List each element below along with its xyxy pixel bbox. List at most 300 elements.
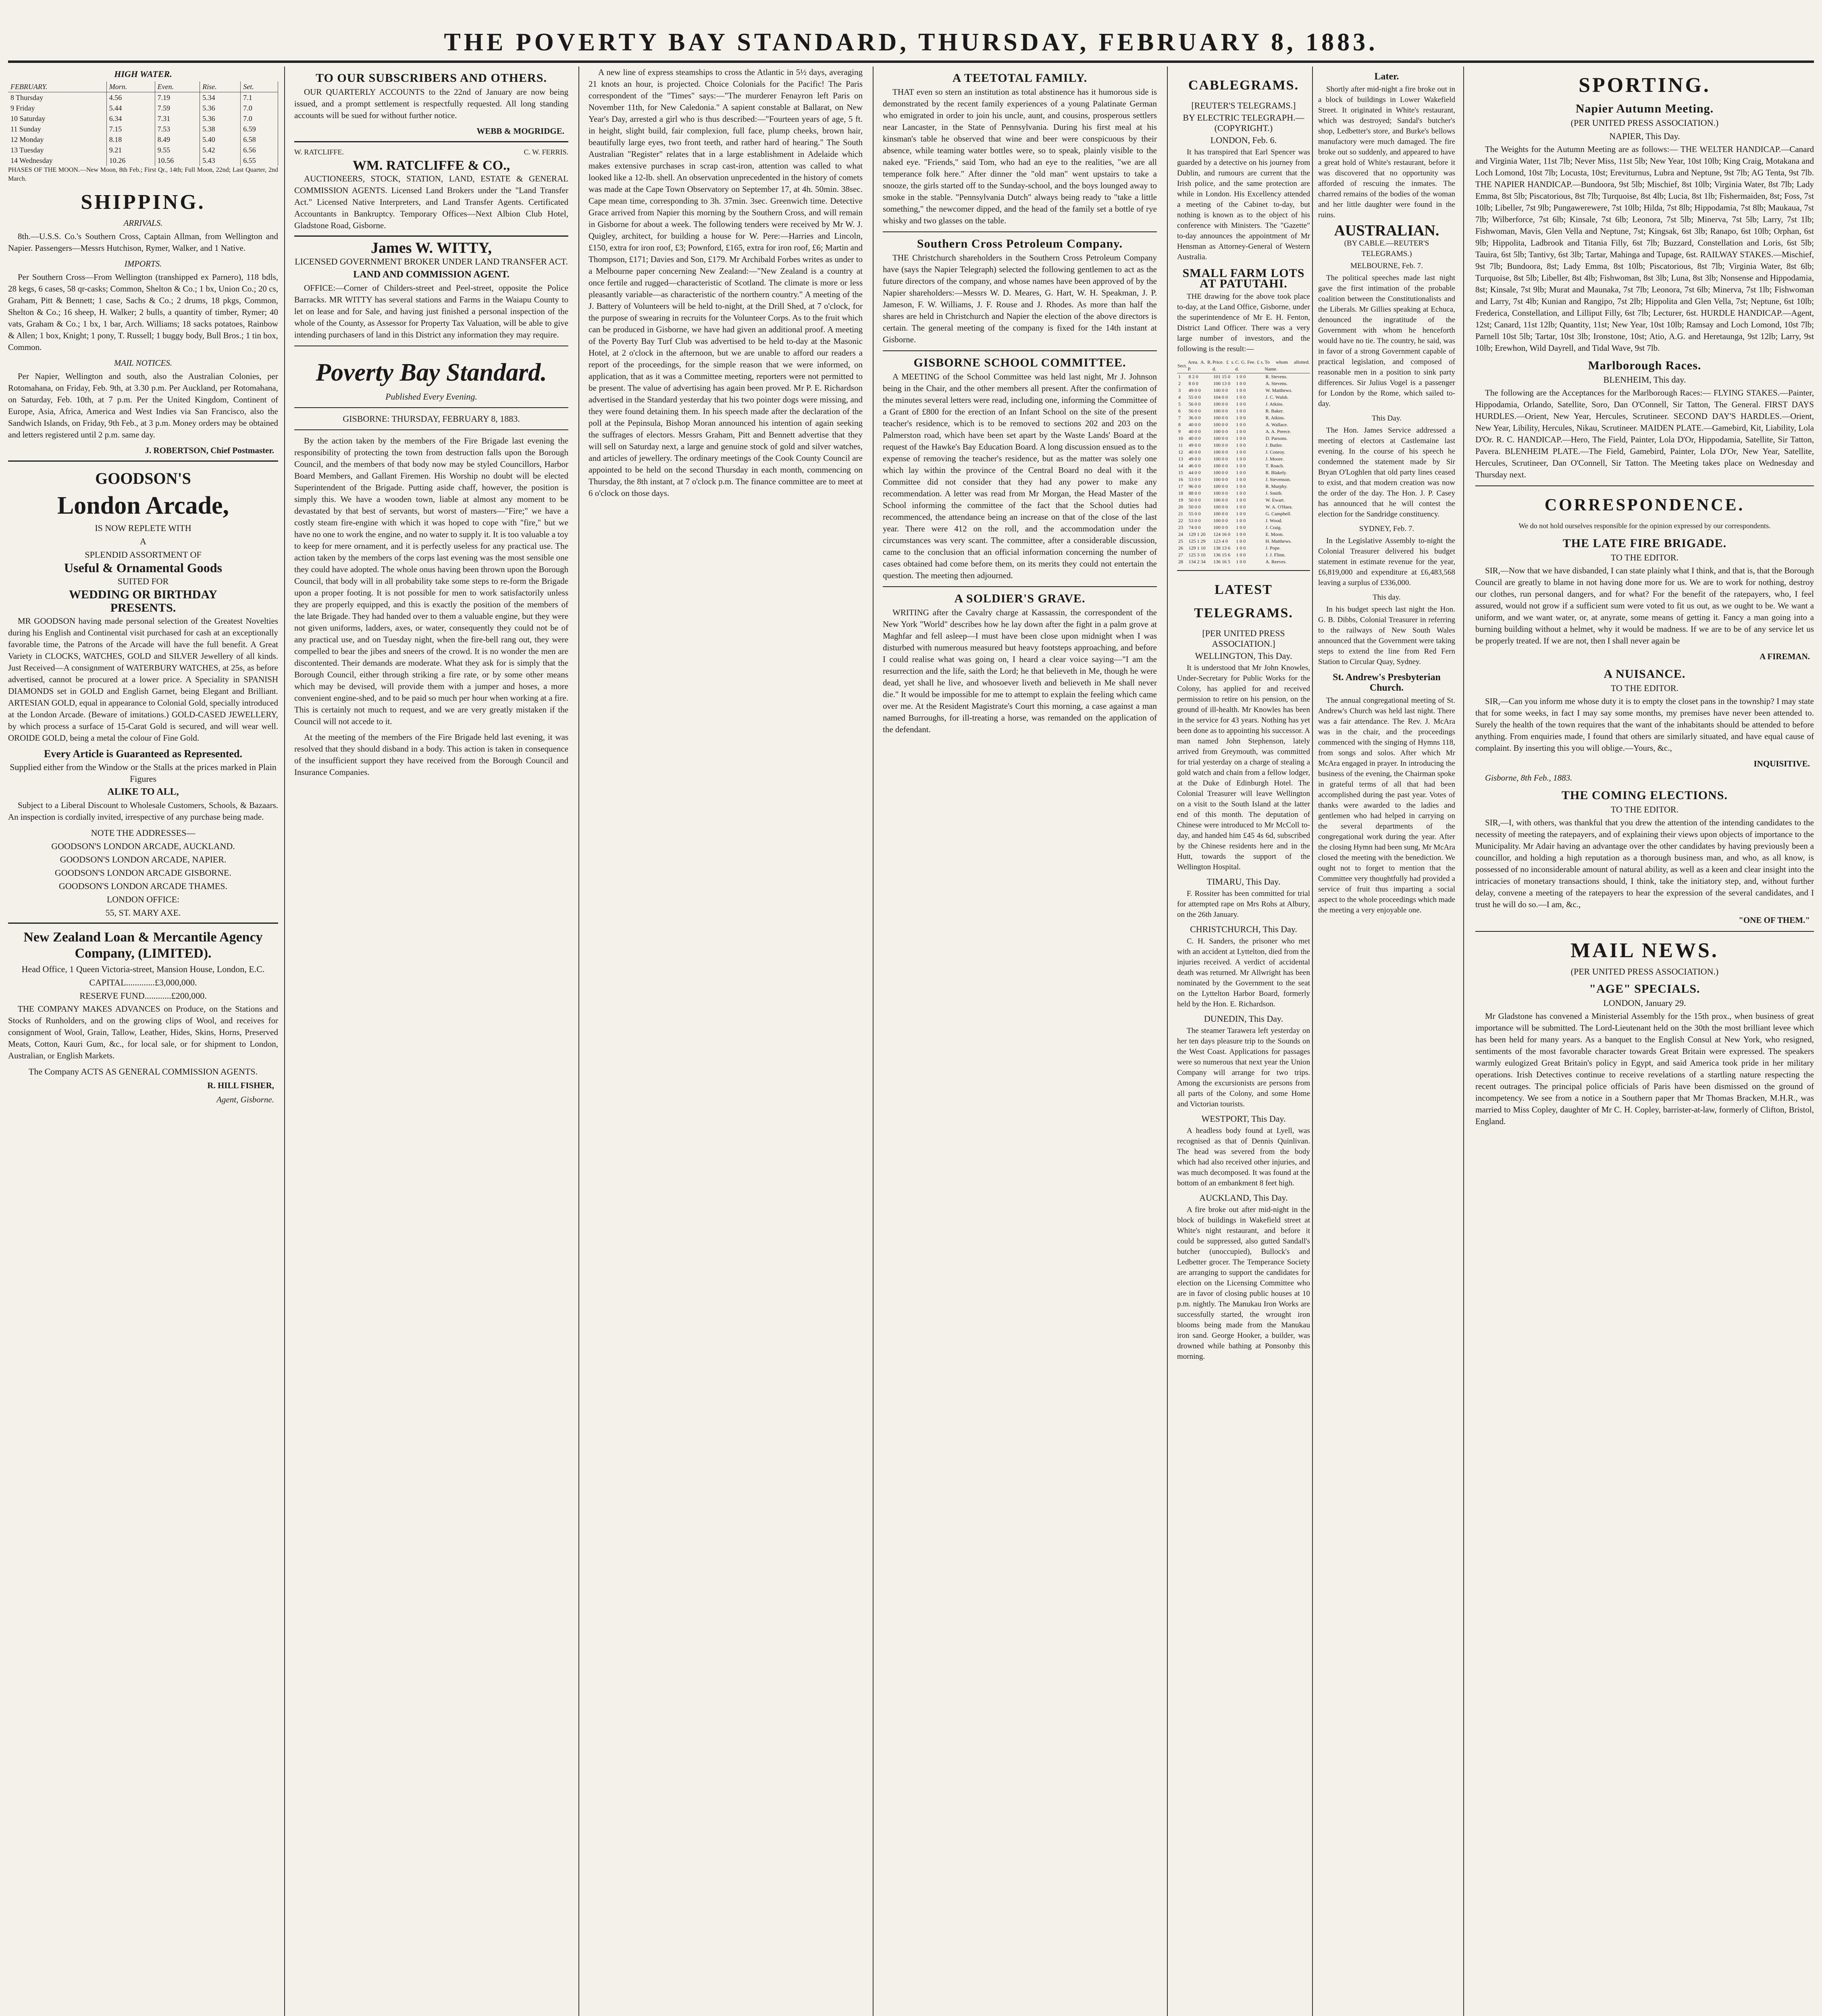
tide-row bbox=[8, 145, 278, 155]
ratcliffe-text: AUCTIONEERS, STOCK, STATION, LAND, ESTATE & GENERAL COMMISSION AGENTS. Licensed Land Brokers under the "Land Transfer Act." Licensed Native Interpreters, and Land Transfer Agents. Certificated Accountants in Bankruptcy. Temporary Offices—Next Albion Club Hotel, Gladstone Road, Gisborne. bbox=[294, 174, 568, 230]
farm-cell: R. Atkins. bbox=[1265, 415, 1285, 421]
farm-cell: 100 0 0 bbox=[1213, 511, 1228, 516]
fire-brigade-letter: SIR,—Now that we have disbanded, I can state plainly what I think, and that is, that the Borough Council are greatly to blame in not having done more for us. We are to work for nothing, destroy our clothes, run personal dangers, and for what? For the benefit of the ratepayers, who, I feel assured, would not grow if a sufficient sum were voted to fit us out, as we ought to be. We want a uniform, and we want water, or, at anyrate, some means of getting it. Fancy a man going into a burning building without a helmet, why it would be madness. If we are to be of any service let us be properly treated. If we are not, then I shall never again be bbox=[1475, 566, 1814, 646]
farm-cell: 40 0 0 bbox=[1188, 422, 1201, 427]
column-2 bbox=[294, 67, 568, 2016]
farm-cell: 138 13 6 bbox=[1213, 545, 1231, 551]
tide-header: Morn. bbox=[106, 81, 155, 92]
farm-cell: 1 0 0 bbox=[1236, 531, 1246, 537]
tide-row bbox=[8, 92, 278, 103]
farm-cell: 100 0 0 bbox=[1213, 442, 1228, 448]
farm-cell: A. Stevens. bbox=[1265, 381, 1288, 386]
farm-cell: J. Smith. bbox=[1265, 490, 1283, 496]
nzla-title: New Zealand Loan & Mercantile Agency Company, (LIMITED). bbox=[23, 930, 263, 961]
this-day-text: The Hon. James Service addressed a meeting of electors at Castlemaine last evening. In the course of his speech he condemned the statement made by Sir Bryan O'Loghlen that old party lines ceased to exist, and that modern creation was now the order of the day. The Hon. J. P. Casey has announced that he will contest the election for the Sandridge constituency. bbox=[1318, 426, 1455, 519]
farm-cell: 14 bbox=[1178, 463, 1183, 469]
school-committee-text: A MEETING of the School Committee was held last night, Mr J. Johnson being in the Chair, and the other members all present. After the confirmation of the minutes several letters were read, including one, informing the Committee of a Grant of £800 for the erection of an Infant School on the site of the present teacher's residence, which is to be removed to sections 202 and 203 on the Palmerston road, which have been set apart by the Waste Lands' Board at the request of the Hawke's Bay Education Board. A long discussion ensued as to the expense of removing the teacher's residence, but as the matter was solely one which lay within the province of the Central Board no deal with it the Committee did not consider that they had any power to make any recommendation. A letter was read from Mr Morgan, the Head Master of the School informing the committee of the fact that the School duties had recommenced, the attendance being an increase on that of the close of the last year. There were 412 on the roll, and the accommodation under the circumstances was very scant. The committee, after a considerable discussion, came to the conclusion that an official information concerning the number of cases obtained had come before them, on its merits they could not entertain the question. The meeting then adjourned. bbox=[883, 372, 1157, 580]
tide-row bbox=[8, 113, 278, 124]
tide-cell: 7.1 bbox=[241, 92, 278, 103]
farm-cell: 19 bbox=[1178, 497, 1183, 503]
witty-advert bbox=[294, 235, 568, 341]
tide-cell: 10 Saturday bbox=[8, 113, 106, 124]
goodson-address-4: GOODSON'S LONDON ARCADE THAMES. bbox=[59, 881, 227, 891]
tide-cell: 5.36 bbox=[200, 103, 241, 113]
goodson-london-address: 55, ST. MARY AXE. bbox=[105, 908, 181, 918]
goodson-address-3: GOODSON'S LONDON ARCADE GISBORNE. bbox=[55, 868, 231, 878]
farm-lots-intro: THE drawing for the above took place to-day, at the Land Office, Gisborne, under the superintendence of Mr E. H. Fenton, District Land Officer. There was a very large number of investors, and the following is the result:— bbox=[1177, 292, 1310, 353]
farm-cell: J. Conroy. bbox=[1265, 449, 1285, 455]
farm-cell: 1 0 0 bbox=[1236, 518, 1246, 523]
christchurch-text: C. H. Sanders, the prisoner who met with an accident at Lyttelton, died from the injuries received. A verdict of accidental death was returned. Mr Allwright has been nominated by the Government to the seat on the Lyttelton Harbor Board, formerly held by the Hon. E. Richardson. bbox=[1177, 937, 1310, 1008]
farm-cell: 123 4 0 bbox=[1213, 538, 1228, 544]
fire-brigade-signature: A FIREMAN. bbox=[1760, 652, 1810, 661]
rule bbox=[883, 350, 1157, 351]
farm-cell: 88 0 0 bbox=[1188, 490, 1201, 496]
farm-cell: G. Campbell. bbox=[1265, 511, 1292, 516]
farm-row bbox=[1177, 476, 1310, 483]
moon-phases: PHASES OF THE MOON.—New Moon, 8th Feb.; First Qr., 14th; Full Moon, 22nd; Last Quarter, 2nd March. bbox=[8, 167, 278, 182]
witty-title: James W. WITTY, bbox=[371, 240, 492, 256]
column-rule bbox=[1312, 67, 1313, 2016]
farm-cell: 18 bbox=[1178, 490, 1183, 496]
farm-cell: 16 bbox=[1178, 477, 1183, 482]
column-rule bbox=[578, 67, 579, 2016]
farm-cell: H. Matthews. bbox=[1265, 538, 1292, 544]
farm-cell: 13 bbox=[1178, 456, 1183, 462]
tide-cell: 7.15 bbox=[106, 124, 155, 134]
tide-cell: 7.0 bbox=[241, 103, 278, 113]
farm-cell: 100 0 0 bbox=[1213, 490, 1228, 496]
electric-telegraph-line: BY ELECTRIC TELEGRAPH.—(COPYRIGHT.) bbox=[1183, 112, 1304, 133]
farm-row bbox=[1177, 456, 1310, 462]
farm-cell: 23 bbox=[1178, 525, 1183, 530]
goodson-suited: SUITED FOR bbox=[117, 576, 169, 586]
witty-text: OFFICE:—Corner of Childers-street and Peel-street, opposite the Police Barracks. MR WITTY has several stations and Farms in the Waiapu County to let on lease and for Sale, and having just finished a personal inspection of the whole of the County, as Assessor for Property Tax Valuation, will be able to give intending purchasers of land in this District any information they may require. bbox=[294, 283, 568, 339]
tide-cell: 7.59 bbox=[155, 103, 200, 113]
farm-cell: 1 0 0 bbox=[1236, 381, 1246, 386]
this-day: This Day. bbox=[1372, 414, 1402, 423]
dunedin-dateline: DUNEDIN, This Day. bbox=[1204, 1014, 1283, 1024]
farm-cell: J. Moore. bbox=[1265, 456, 1284, 462]
farm-cell: 100 0 0 bbox=[1213, 470, 1228, 475]
farm-cell: 1 0 0 bbox=[1236, 490, 1246, 496]
nzla-reserve: RESERVE FUND............£200,000. bbox=[79, 991, 207, 1001]
tide-cell: 5.42 bbox=[200, 145, 241, 155]
farm-cell: 1 0 0 bbox=[1236, 477, 1246, 482]
farm-row bbox=[1177, 545, 1310, 552]
goodson-a: A bbox=[140, 536, 146, 546]
westport-dateline: WESTPORT, This Day. bbox=[1201, 1114, 1286, 1124]
age-specials-heading: "AGE" SPECIALS. bbox=[1589, 982, 1700, 996]
goodson-note-addresses: NOTE THE ADDRESSES— bbox=[91, 828, 196, 838]
farm-row bbox=[1177, 552, 1310, 558]
imports-text: Per Southern Cross—From Wellington (transhipped ex Parnero), 118 bdls, 28 kegs, 6 cases, 58 qr-casks; Common, Shelton & Co.; 1 bx, Union Co.; 20 cs, Graham, Pitt & Bennett; 1 case, Sachs & Co.; 2 drums, 18 pkgs, Common, Shelton & Co.; 16 sheep, H. Walker; 2 bulls, a quantity of timber, Rymer; 40 vats, Graham & Co.; 1 bx, 1 bar, Arch. Williams; 18 sacks potatoes, Rainbow & Allen; 1 box, Knight; 1 pony, T. Russell; 1 buggy body, Bull Bros.; 1 tin box, Common. bbox=[8, 272, 278, 352]
southern-cross-heading: Southern Cross Petroleum Company. bbox=[917, 237, 1123, 250]
farm-row bbox=[1177, 483, 1310, 490]
farm-cell: J. Pope. bbox=[1265, 545, 1281, 551]
farm-cell: 1 0 0 bbox=[1236, 415, 1246, 421]
tide-cell: 10.56 bbox=[155, 155, 200, 166]
mail-news-heading: MAIL NEWS. bbox=[1570, 939, 1719, 962]
farm-cell: 100 0 0 bbox=[1213, 415, 1228, 421]
sydney-2: This day. bbox=[1373, 593, 1401, 602]
farm-cell: 1 0 0 bbox=[1236, 525, 1246, 530]
farm-cell: 2 bbox=[1178, 381, 1181, 386]
nuisance-heading: A NUISANCE. bbox=[1604, 667, 1686, 681]
farm-cell: 134 2 34 bbox=[1188, 559, 1206, 564]
goodson-useful-goods: Useful & Ornamental Goods bbox=[64, 560, 222, 575]
farm-row bbox=[1177, 421, 1310, 428]
nuisance-date: Gisborne, 8th Feb., 1883. bbox=[1485, 773, 1572, 783]
farm-row bbox=[1177, 387, 1310, 394]
farm-cell: 1 0 0 bbox=[1236, 408, 1246, 414]
tide-cell: 14 Wednesday bbox=[8, 155, 106, 166]
rule bbox=[1475, 931, 1814, 932]
tide-cell: 13 Tuesday bbox=[8, 145, 106, 155]
napier-assoc: (PER UNITED PRESS ASSOCIATION.) bbox=[1570, 118, 1719, 128]
imports-heading: IMPORTS. bbox=[124, 259, 162, 269]
farm-header: Area. A. R. P. bbox=[1188, 358, 1212, 373]
farm-row bbox=[1177, 428, 1310, 435]
napier-meeting-heading: Napier Autumn Meeting. bbox=[1575, 102, 1714, 115]
farm-cell: 44 0 0 bbox=[1188, 470, 1201, 475]
farm-cell: 100 0 0 bbox=[1213, 401, 1228, 407]
farm-cell: 40 0 0 bbox=[1188, 449, 1201, 455]
sporting-heading: SPORTING. bbox=[1579, 74, 1711, 97]
masthead-rule bbox=[8, 60, 1814, 63]
goodson-alike: ALIKE TO ALL, bbox=[107, 787, 179, 797]
tide-cell: 9 Friday bbox=[8, 103, 106, 113]
tide-header: Set. bbox=[241, 81, 278, 92]
blenheim-dateline: BLENHEIM, This day. bbox=[1603, 375, 1686, 385]
farm-cell: 3 bbox=[1178, 387, 1181, 393]
farm-cell: 136 16 5 bbox=[1213, 559, 1231, 564]
tide-cell: 6.34 bbox=[106, 113, 155, 124]
farm-cell: 1 0 0 bbox=[1236, 463, 1246, 469]
dateline: GISBORNE: THURSDAY, FEBRUARY 8, 1883. bbox=[343, 414, 520, 424]
farm-row bbox=[1177, 462, 1310, 469]
farm-cell: 1 0 0 bbox=[1236, 374, 1246, 379]
nzla-signature: R. HILL FISHER, bbox=[207, 1081, 274, 1090]
tide-cell: 5.43 bbox=[200, 155, 241, 166]
mail-notices-text: Per Napier, Wellington and south, also the Australian Colonies, per Rotomahana, on Friday, Feb. 9th, at 3.30 p.m. Per Auckland, per Rotomahana, on Saturday, Feb. 10th, at 7 p.m. Per the United Kingdom, Continent of Europe, Asia, Africa, America and West Indies via San Francisco, also the Sandwich Islands, on Friday, 9th Feb., at 3 p.m. Money orders may be obtained and letters registered until 2 p.m. same day. bbox=[8, 371, 278, 439]
farm-cell: 100 13 0 bbox=[1213, 381, 1231, 386]
farm-cell: 24 bbox=[1178, 531, 1183, 537]
london-text: It has transpired that Earl Spencer was guarded by a detective on his journey from Dublin, and rumours are current that the Irish police, and the same protection are while in London. His Excellency attended a meeting of the Cabinet to-day, but nothing is known as to the object of his conference with Ministers. The "Gazette" to-day announces the appointment of Mr Hensman as Attorney-General of Western Australia. bbox=[1177, 148, 1310, 261]
tide-row bbox=[8, 134, 278, 145]
goodson-presents: PRESENTS. bbox=[110, 601, 176, 614]
nzla-capital: CAPITAL.............£3,000,000. bbox=[89, 977, 197, 987]
farm-cell: 1 0 0 bbox=[1236, 497, 1246, 503]
farm-cell: J. Atkins. bbox=[1265, 401, 1284, 407]
postmaster-signature: J. ROBERTSON, Chief Postmaster. bbox=[145, 446, 274, 455]
tide-header: Rise. bbox=[200, 81, 241, 92]
latest-assoc: [PER UNITED PRESS ASSOCIATION.] bbox=[1202, 628, 1285, 649]
paper-title: Poverty Bay Standard. bbox=[316, 359, 547, 386]
farm-cell: 1 0 0 bbox=[1236, 429, 1246, 434]
sydney-dateline: SYDNEY, Feb. 7. bbox=[1359, 525, 1414, 533]
farm-header: Sect. bbox=[1177, 358, 1188, 373]
farm-cell: 124 16 0 bbox=[1213, 531, 1231, 537]
tide-cell: 5.44 bbox=[106, 103, 155, 113]
age-dateline: LONDON, January 29. bbox=[1603, 998, 1686, 1008]
farm-cell: J. Butler. bbox=[1265, 442, 1283, 448]
farm-cell: 1 0 0 bbox=[1236, 511, 1246, 516]
goodson-advert bbox=[8, 460, 278, 918]
goodson-london-office: LONDON OFFICE: bbox=[106, 894, 180, 904]
col5b-holder bbox=[1318, 71, 1455, 916]
farm-cell: 36 0 0 bbox=[1188, 415, 1201, 421]
australian-heading: AUSTRALIAN. bbox=[1334, 222, 1439, 239]
farm-cell: 4 bbox=[1178, 394, 1181, 400]
farm-cell: 1 bbox=[1178, 374, 1181, 379]
farm-row bbox=[1177, 380, 1310, 387]
arrivals-text: 8th.—U.S.S. Co.'s Southern Cross, Captain Allman, from Wellington and Napier. Passengers—Messrs Hutchison, Rymer, Walker, and 1 Native. bbox=[8, 231, 278, 253]
farm-cell: 1 0 0 bbox=[1236, 449, 1246, 455]
farm-cell: J. Craig. bbox=[1265, 525, 1282, 530]
farm-cell: 12 bbox=[1178, 449, 1183, 455]
rule bbox=[883, 231, 1157, 232]
farm-header: Price. £ s. d. bbox=[1212, 358, 1235, 373]
timaru-dateline: TIMARU, This Day. bbox=[1206, 877, 1281, 887]
farm-cell: 1 0 0 bbox=[1236, 422, 1246, 427]
later-text: Shortly after mid-night a fire broke out in a block of buildings in Lower Wakefield Street. It originated in White's restaurant, which was destroyed; Sandal's butcher's shop, Ledbetter's store, and Burke's bellows manufactory were much damaged. The fire broke out so suddenly, and appeared to have a great hold of White's restaurant, before it was discovered that no opportunity was afforded of rescuing the inmates. The charred remains of the bodies of the woman and her little daughter were found in the ruins. bbox=[1318, 85, 1455, 219]
farm-cell: 40 0 0 bbox=[1188, 429, 1201, 434]
farm-cell: D. Parsons. bbox=[1265, 435, 1288, 441]
farm-cell: E. Moon. bbox=[1265, 531, 1284, 537]
farm-cell: 100 0 0 bbox=[1213, 408, 1228, 414]
farm-cell: 20 bbox=[1178, 504, 1183, 510]
mail-assoc: (PER UNITED PRESS ASSOCIATION.) bbox=[1570, 966, 1719, 977]
farm-cell: 104 0 0 bbox=[1213, 394, 1228, 400]
farm-cell: J. Wood. bbox=[1265, 518, 1283, 523]
rule bbox=[294, 407, 568, 408]
farm-cell: 100 0 0 bbox=[1213, 483, 1228, 489]
farm-row bbox=[1177, 504, 1310, 510]
goodson-arcade-title: London Arcade, bbox=[57, 492, 229, 519]
elections-signature: "ONE OF THEM." bbox=[1739, 915, 1810, 925]
farm-row bbox=[1177, 531, 1310, 538]
wellington-dateline: WELLINGTON, This Day. bbox=[1195, 651, 1292, 661]
tide-cell: 5.38 bbox=[200, 124, 241, 134]
arrivals-heading: ARRIVALS. bbox=[123, 218, 163, 228]
farm-cell: 1 0 0 bbox=[1236, 394, 1246, 400]
farm-cell: 26 bbox=[1178, 545, 1183, 551]
tide-cell: 6.55 bbox=[241, 155, 278, 166]
tide-cell: 8 Thursday bbox=[8, 92, 106, 103]
teetotal-heading: A TEETOTAL FAMILY. bbox=[952, 71, 1088, 85]
farm-row bbox=[1177, 524, 1310, 531]
farm-cell: 100 0 0 bbox=[1213, 477, 1228, 482]
auckland-text: A fire broke out after mid-night in the block of buildings in Wakefield street at White's night restaurant, and before it could be suppressed, also gutted Sandall's butcher (unoccupied), Bullock's and Ledbetter grocer. The Temperance Society are arranging to support the candidates for election on the Licensing Committee who are in favor of closing public houses at 10 p.m. nightly. The Manukau Iron Works are successfully started, the wrought iron blooms being made from the Manukau iron sand. George Hooker, a builder, was drowned while bathing at Ponsonby this morning. bbox=[1177, 1206, 1310, 1361]
farm-cell: 7 bbox=[1178, 415, 1181, 421]
farm-cell: R. Baker. bbox=[1265, 408, 1284, 414]
tide-cell: 7.19 bbox=[155, 92, 200, 103]
napier-weights: The Weights for the Autumn Meeting are as follows:— THE WELTER HANDICAP.—Canard and Virginia Water, 11st 7lb; Never Miss, 11st 5lb; New Year, 10st 10lb; King Craig, Motakana and Loch Lomond, 10st 7lb; Locusta, 10st; Ereviturnus, Lubra and Neptune, 9st 7lb; AG Tenta, 9st 7lb. THE NAPIER HANDICAP.—Bundoora, 9st 5lb; Mischief, 8st 10lb; Virginia Water, 8st 7lb; Lady Emma, 8st 5lb; Piscatorious, 8st 7lb; Turquoise, 8st 4lb; Lucia, 8st 1lb; Fishermaiden, 8st; Foss, 7st 10lb; Libeller, 7st 9lb; Pungawerewere, 7st 10lb; Hilda, 7st 8lb; Hippodamia, 7st 8lb; Maukaua, 7st 7lb; Wilberforce, 7st 6lb; Kinsale, 7st 6lb; Leonora, 7st 5lb; Minerva, 7st 5lb; Larry, 7st 1lb; Fishwoman, Mavis, Glen Vella and Neptune, 7st; Kingsak, 6st 3lb; Ranapo, 6st 10lb; Orphan, 6st 9lb; Hippolita, Ladbrook and Titania Filly, 6st 7lb; Buzzard, Constellation and Loris, 6st 5lb; Tauira, 6st 5lb; Tantivy, 6st 3lb; Tartar, Mahinga and Tupage, 6st. RAILWAY STAKES.—Mischief, 9st 7lb; Bundoora, 8st; Lady Emma, 8st 10lb; Piscatorious, 8st 7lb; Virginia Water, 8st 6lb; Turquoise, 8st 5lb; Libeller, 8st 4lb; Fishwoman, 8st 3lb; Luna, 8st 3lb; Nonsense and Hippodamia, 8st; Kinsale, 7st 9lb; Murat and Maunaka, 7st 7lb; Leonora, 7st 6lb; Minerva, 7st 1lb; Fishwoman and Larry, 7st 4lb; Kunian and Rangipo, 7st 2lb; Hippolita and Glen Vella, 7st; Neptune, 6st 10lb; Frederica, Constellation, and Lilliput Filly, 6st 7lb; Lecturer, 6st. HURDLE HANDICAP.—Agent, 12st; Canard, 11st 12lb; Quantity, 11st; New Year, 10st 10lb; Ramsay and Loch Lomond, 10st 7lb; Parnell 10st 5lb; Tartar, 10st 3lb; Ironstone, 10st; Atio, A.G. and Heretaunga, 9st 12lb; Larry, 9st 10lb; Erewhon, Wild Dayrell, and Tidal Wave, 9st 7lb. bbox=[1475, 144, 1814, 353]
witty-subtitle-2: LAND AND COMMISSION AGENT. bbox=[353, 269, 510, 280]
farm-cell: R. Blakely. bbox=[1265, 470, 1287, 475]
farm-cell: 1 0 0 bbox=[1236, 538, 1246, 544]
farm-cell: 100 0 0 bbox=[1213, 449, 1228, 455]
farm-cell: 1 0 0 bbox=[1236, 504, 1246, 510]
nzla-advert bbox=[8, 923, 278, 1106]
farm-row bbox=[1177, 435, 1310, 442]
farm-cell: 56 0 0 bbox=[1188, 401, 1201, 407]
farm-row bbox=[1177, 517, 1310, 524]
melbourne-dateline: MELBOURNE, Feb. 7. bbox=[1350, 262, 1423, 270]
ratcliffe-title: WM. RATCLIFFE & CO., bbox=[352, 158, 510, 173]
farm-cell: 9 bbox=[1178, 429, 1181, 434]
nzla-body: THE COMPANY MAKES ADVANCES on Produce, on the Stations and Stocks of Runholders, and on the growing clips of Wool, and receives for consignment of Wool, Grain, Tallow, Leather, Hides, Skins, Horns, Preserved Meats, Cotton, Kauri Gum, &c., for local sale, or for shipment to London, Australian, or English Markets. bbox=[8, 1004, 278, 1060]
column-rule bbox=[284, 67, 285, 2016]
farm-cell: W. Matthews. bbox=[1265, 387, 1292, 393]
farm-cell: 101 15 0 bbox=[1213, 374, 1231, 379]
dunedin-text: The steamer Tarawera left yesterday on her ten days pleasure trip to the Sounds on the West Coast. Applications for passages were so numerous that next year the Union Company will arrange for two trips. Among the excursionists are persons from all parts of the Colony, and some Home and Victorian tourists. bbox=[1177, 1027, 1310, 1108]
farm-row bbox=[1177, 449, 1310, 456]
farm-header: To whom allotted. Name. bbox=[1264, 358, 1310, 373]
goodson-closing: Subject to a Liberal Discount to Wholesale Customers, Schools, & Bazaars. An inspection is cordially invited, irrespective of any purchase being made. bbox=[8, 800, 278, 822]
tide-row bbox=[8, 103, 278, 113]
westport-text: A headless body found at Lyell, was recognised as that of Dennis Quinlivan. The head was severed from the body which had also received other injuries, and was much decomposed. It was found at the bottom of an embankment 8 feet high. bbox=[1177, 1127, 1310, 1187]
witty-subtitle: LICENSED GOVERNMENT BROKER UNDER LAND TRANSFER ACT. bbox=[295, 256, 568, 267]
southern-cross-text: THE Christchurch shareholders in the Southern Cross Petroleum Company have (says the Napier Telegraph) selected the following gentlemen to act as the future directors of the company, and whose names have been approved of by the Napier shareholders:—Messrs W. D. Meares, G. Hart, W. H. Speakman, J. P. Jameson, F. W. Williams, J. F. Rouse and J. Rhodes. As more than half the shares are held in Christchurch and Napier the election of the above directors is certain. The general meeting of the company is fixed for the 14th instant at Gisborne. bbox=[883, 253, 1157, 344]
blenheim-text: The following are the Acceptances for the Marlborough Races:— FLYING STAKES.—Painter, Hippodamia, Orlando, Satellite, Soro, Dan O'Connell, Sir Tatton, The General. FIRST DAYS HURDLES.—Orient, New Year, Hercules, Scrutineer. SECOND DAY'S HARDLES.—Orient, New Year, Libility, Hercules, Nikau, Scrutineer. MAIDEN PLATE.—Gamebird, Kit, Liability, Lola D'Or. R. C. HANDICAP.—Hero, The Field, Painter, Lola D'Or, Hippodamia, Satellite, Sir Tatton, Pavera. BLENHEIM PLATE.—The Field, Gamebird, Painter, Lola D'Or, New Year, Satellite, Hercules, Scrutineer, Dan O'Connell, Sir Tatton. The Meeting takes place on Wednesday and Thursday next. bbox=[1475, 388, 1814, 479]
farm-cell: 100 0 0 bbox=[1213, 422, 1228, 427]
soldiers-grave-text: WRITING after the Cavalry charge at Kassassin, the correspondent of the New York "World" describes how he lay down after the fight in a palm grove at Maghfar and fell asleep—I must have been close upon midnight when I was disturbed with numerous measured but heavy footsteps approaching, and before I could realise what was going on, I heard a clear voice saying—"I am the resurrection and the life, saith the Lord; he that believeth in Me, though he were dead, yet shall he live, and whosoever liveth and believeth in Me shall never die." It would be impossible for me to attempt to explain the feeling which came over me. At the Resident Magistrate's Court this morning, a case against a man named Burroughs, for ill-treating a horse, was remanded on the application of the defendant. bbox=[883, 608, 1157, 734]
to-editor: TO THE EDITOR. bbox=[1610, 683, 1679, 693]
goodson-supplied: Supplied either from the Window or the Stalls at the prices marked in Plain Figures bbox=[10, 762, 277, 784]
farm-cell: 17 bbox=[1178, 483, 1183, 489]
column-1 bbox=[8, 67, 278, 2016]
farm-cell: 8 bbox=[1178, 422, 1181, 427]
tide-cell: 11 Sunday bbox=[8, 124, 106, 134]
tide-cell: 5.36 bbox=[200, 113, 241, 124]
subscribers-heading: TO OUR SUBSCRIBERS AND OTHERS. bbox=[316, 71, 547, 85]
farm-cell: 100 0 0 bbox=[1213, 463, 1228, 469]
farm-row bbox=[1177, 408, 1310, 414]
goodson-splendid: SPLENDID ASSORTMENT OF bbox=[85, 550, 202, 560]
christchurch-dateline: CHRISTCHURCH, This Day. bbox=[1190, 924, 1297, 934]
goodson-address-1: GOODSON'S LONDON ARCADE, AUCKLAND. bbox=[51, 841, 235, 851]
farm-cell: J. C. Walsh. bbox=[1265, 394, 1289, 400]
tide-cell: 4.56 bbox=[106, 92, 155, 103]
farm-cell: 125 3 10 bbox=[1188, 552, 1206, 558]
farm-cell: 53 0 0 bbox=[1188, 518, 1201, 523]
nuisance-signature: INQUISITIVE. bbox=[1753, 759, 1810, 768]
wellington-text: It is understood that Mr John Knowles, Under-Secretary for Public Works for the Colony, has applied for and received permission to retire on his pension, on the ground of ill-health. Mr Knowles has been in the service for 43 years. Nothing has yet been done as to appointing his successor. A man named John Stephenson, lately arrived from Greymouth, was committed for trial yesterday on a charge of stealing a gold watch and chain from a fellow lodger, at the Duke of Edinburgh Hotel. The Colonial Treasurer will leave Wellington on a visit to the South Island at the latter end of this month. The deputation of Chinese were introduced to Mr McColl to-day, and handed him £45 4s 6d, subscribed by the Chinese residents here and in the Hutt, towards the support of the Wellington Hospital. bbox=[1177, 664, 1310, 871]
mail-notices-heading: MAIL NOTICES. bbox=[114, 358, 173, 368]
tide-header: Even. bbox=[155, 81, 200, 92]
latest-telegrams-heading: LATEST TELEGRAMS. bbox=[1194, 582, 1293, 621]
editorial-text: By the action taken by the members of the Fire Brigade last evening the responsibility of protecting the town from destruction falls upon the Borough Council, and the members of that body now may be styled Councillors, Harbor Board Members, and Gallant Firemen. His Worship no doubt will be elected Superintendent of the Brigade. Putting aside chaff, however, the position is simply this. We have a wooden town, liable at almost any moment to be devastated by that best of servants, but worst of masters—"Fire;" we have a costly steam fire-engine with which it was hoped to cope with "fire," but we have no one to work the engine, and no water to supply it. It is too valuable a toy to keep for mere ornament, and it is perfectly useless for any practical use. The action taken by the members of the corps last evening was the most sensible one they could have adopted. The whole onus having been thrown upon the Borough Council, that body will in all probability take some steps to re-form the Brigade upon a proper footing. It is not possible for men to work satisfactorily unless they are properly equipped, and this is exactly the position of the members of the late Brigade. They had handed over to them a valuable engine, but they were not given uniforms, ladders, axes, or water, consequently they could not be of any practical use, and on Tuesday night, when the fire-bell rang out, they were compelled to bear the jibes and sneers of the crowd. It is no wonder the men are discontented. Their demands are moderate. What they ask for is simply that the Borough Council, either through striking a fire rate, or by some other means which may be devised, will provide them with a jumper and hoses, a more convenient engine-shed, and to be paid so much per hour when working at a fire. This is certainly not much to request, and we are very greatly mistaken if the Council will not accede to it. bbox=[294, 436, 568, 726]
farm-cell: 49 0 0 bbox=[1188, 387, 1201, 393]
auckland-dateline: AUCKLAND, This Day. bbox=[1199, 1193, 1288, 1203]
farm-cell: 1 0 0 bbox=[1236, 401, 1246, 407]
nuisance-letter: SIR,—Can you inform me whose duty it is to empty the closet pans in the township? I may state that for some weeks, in fact I may say some months, my premises have never been attended to. Surely the health of the town requires that the want of the inhabitants should be attended to before anything. From enquiries made, I found that others are similarly situated, and have equal cause of complaint. By inserting this you will oblige.—Yours, &c., bbox=[1475, 696, 1814, 753]
nzla-head-office: Head Office, 1 Queen Victoria-street, Mansion House, London, E.C. bbox=[21, 964, 265, 974]
farm-cell: A. Reeves. bbox=[1265, 559, 1287, 564]
farm-cell: 22 bbox=[1178, 518, 1183, 523]
farm-row bbox=[1177, 497, 1310, 504]
column-5 bbox=[1177, 67, 1310, 2016]
column-rule bbox=[1463, 67, 1464, 2016]
farm-row bbox=[1177, 401, 1310, 408]
farm-row bbox=[1177, 490, 1310, 497]
farm-cell: 74 0 0 bbox=[1188, 525, 1201, 530]
tides-title: HIGH WATER. bbox=[114, 69, 172, 79]
cablegrams-heading: CABLEGRAMS. bbox=[1188, 78, 1299, 93]
farm-cell: 28 bbox=[1178, 559, 1183, 564]
farm-cell: 49 0 0 bbox=[1188, 456, 1201, 462]
farm-cell: 1 0 0 bbox=[1236, 435, 1246, 441]
farm-cell: 11 bbox=[1178, 442, 1183, 448]
tide-row bbox=[8, 124, 278, 134]
farm-row bbox=[1177, 510, 1310, 517]
farm-cell: J. J. Flinn. bbox=[1265, 552, 1286, 558]
farm-cell: 40 0 0 bbox=[1188, 435, 1201, 441]
tide-row bbox=[8, 155, 278, 166]
presbyterian-text: The annual congregational meeting of St. Andrew's Church was held last night. There was a fair attendance. The Rev. J. McAra was in the chair, and the proceedings commenced with the singing of Hymns 118, from songs and solos. After which Mr McAra engaged in prayer. In introducing the business of the evening, the Chairman spoke in grateful terms of all that had been accomplished during the past year. Votes of thanks were awarded to the ladies and gentlemen who had helped in carrying on the several departments of the congregational work during the year. After the closing Hymn had been sung, Mr McAra closed the meeting with the benediction. We ought not to forget to mention that the Committee very thoughtfully had provided a service of fruit thus imparting a social aspect to the whole proceedings which made the meeting a very enjoyable one. bbox=[1318, 696, 1455, 914]
farm-row bbox=[1177, 558, 1310, 565]
sydney-2-text: In his budget speech last night the Hon. G. B. Dibbs, Colonial Treasurer in referring to the railways of New South Wales announced that the Government were taking steps to extend the line from Red Fern Station to Circular Quay, Sydney. bbox=[1318, 605, 1455, 666]
reuter-line: [REUTER'S TELEGRAMS.] bbox=[1191, 100, 1296, 110]
farm-cell: 10 bbox=[1178, 435, 1183, 441]
tide-cell: 6.56 bbox=[241, 145, 278, 155]
napier-dateline: NAPIER, This Day. bbox=[1609, 131, 1680, 141]
tide-header: FEBRUARY. bbox=[8, 81, 106, 92]
farm-cell: 129 1 10 bbox=[1188, 545, 1206, 551]
farm-cell: 55 0 0 bbox=[1188, 511, 1201, 516]
farm-row bbox=[1177, 538, 1310, 545]
tide-cell: 5.40 bbox=[200, 134, 241, 145]
fire-brigade-letter-heading: THE LATE FIRE BRIGADE. bbox=[1562, 537, 1727, 550]
farm-row bbox=[1177, 469, 1310, 476]
farm-cell: 6 bbox=[1178, 408, 1181, 414]
local-news-text: A new line of express steamships to cross the Atlantic in 5½ days, averaging 21 knots an hour, is projected. Choice Colonials for the Pacific! The Paris correspondent of the "Times" says:—"The murderer Fenayron left Paris on November 11th, for New Caledonia." A sapient constable at Ballarat, on New Year's Day, arrested a girl who is thus described:—"Fourteen years of age, 5 ft. in height, slight build, fair complexion, full face, plump cheeks, brown hair, beautifully large eyes, two front teeth, and rather hard of hearing." The South Australian "Register" relates that in a large establishment in Adelaide which makes extensive purchases in scrap cast-iron, attention was called to what looked like a 12-lb. shell. An observation unprecedented in the history of comets was made at the Cape Town Observatory on September 17, at 4h. 50min. 38sec. Cape mean time, corresponding to 3h. 37min. 3sec. Greenwich time. Detective Grace arrived from Napier this morning by the Southern Cross, and will remain in Gisborne for about a week. The following tenders were received by Mr W. J. Quigley, architect, for building a house for W. Pere:—Harries and Lincoln, £150, extra for iron roof, £3; Pownford, £165, extra for iron roof, £6; Martin and Thompson, £171; Davies and Son, £179. Mr Archibald Forbes writes as under to a Melbourne paper concerning New Zealand:—"New Zealand is a country at once fertile and rugged—characteristic of Scotland. The climate is more or less pleasantly variable—as characteristic of the northern country." A meeting of the J. Battery of Volunteers will be held to-night, at the Drill Shed, at 7 o'clock, for the purpose of swearing in recruits for the Volunteer Corps. As to the fruit which can be produced in Gisborne, we have had given an additional proof. A meeting of the Poverty Bay Turf Club was advertised to be held to-day at the Masonic Hotel, at 2 o'clock in the afternoon, but we are unable to afford our readers a report of the proceedings, for the simple reason that we were informed, on application, that as it was a Committee meeting, reporters were not permitted to be present. The value of advertising has again been proved. Mr P. E. Richardson advertised in the Standard yesterday that his two pointer dogs were missing, and they were found detaining them. In his speech made after the declaration of the poll at the Pepinsula, Bishop Moran announced his intention of again seeking the suffrages of electors. Messrs Graham, Pitt and Bennett advertise that they will sell on Saturday next, a large and genuine stock of gold and silver watches, and articles of jewellery. The ordinary meetings of the Cook County Council are appointed to be held on the second Thursday in each month, commencing on Thursday, the 8th instant, at 7 o'clock p.m. The finance committee are to meet at 6 o'clock on those days. bbox=[589, 67, 863, 498]
ratcliffe-advert bbox=[294, 141, 568, 231]
farm-lots-heading: SMALL FARM LOTS AT PATUTAHI. bbox=[1182, 267, 1305, 290]
farm-cell: 125 1 29 bbox=[1188, 538, 1206, 544]
goodson-wedding: WEDDING OR BIRTHDAY bbox=[69, 588, 217, 601]
column-4 bbox=[883, 67, 1157, 2016]
farm-cell: R. Murphy. bbox=[1265, 483, 1288, 489]
australian-sub: (BY CABLE.—REUTER'S TELEGRAMS.) bbox=[1344, 239, 1429, 258]
farm-cell: 8 0 0 bbox=[1188, 381, 1198, 386]
farm-row bbox=[1177, 442, 1310, 449]
farm-cell: 1 0 0 bbox=[1236, 559, 1246, 564]
ratcliffe-name-left: W. RATCLIFFE. bbox=[294, 148, 344, 156]
farm-cell: 55 0 0 bbox=[1188, 394, 1201, 400]
farm-cell: 49 0 0 bbox=[1188, 442, 1201, 448]
nzla-signature-role: Agent, Gisborne. bbox=[216, 1095, 274, 1104]
farm-cell: 8 2 0 bbox=[1188, 374, 1198, 379]
farm-cell: 5 bbox=[1178, 401, 1181, 407]
column-3 bbox=[589, 67, 863, 2016]
column-5-right bbox=[1318, 67, 1455, 2016]
soldiers-grave-heading: A SOLDIER'S GRAVE. bbox=[954, 592, 1086, 605]
farm-cell: 56 0 0 bbox=[1188, 408, 1201, 414]
farm-cell: W. A. O'Hara. bbox=[1265, 504, 1293, 510]
farm-cell: 100 0 0 bbox=[1213, 456, 1228, 462]
to-editor: TO THE EDITOR. bbox=[1610, 552, 1679, 562]
farm-lots-table bbox=[1177, 358, 1310, 565]
tide-cell: 12 Monday bbox=[8, 134, 106, 145]
school-committee-heading: GISBORNE SCHOOL COMMITTEE. bbox=[913, 356, 1126, 369]
farm-cell: 15 bbox=[1178, 470, 1183, 475]
correspondence-heading: CORRESPONDENCE. bbox=[1544, 496, 1745, 514]
tide-cell: 7.53 bbox=[155, 124, 200, 134]
farm-cell: 100 0 0 bbox=[1213, 429, 1228, 434]
